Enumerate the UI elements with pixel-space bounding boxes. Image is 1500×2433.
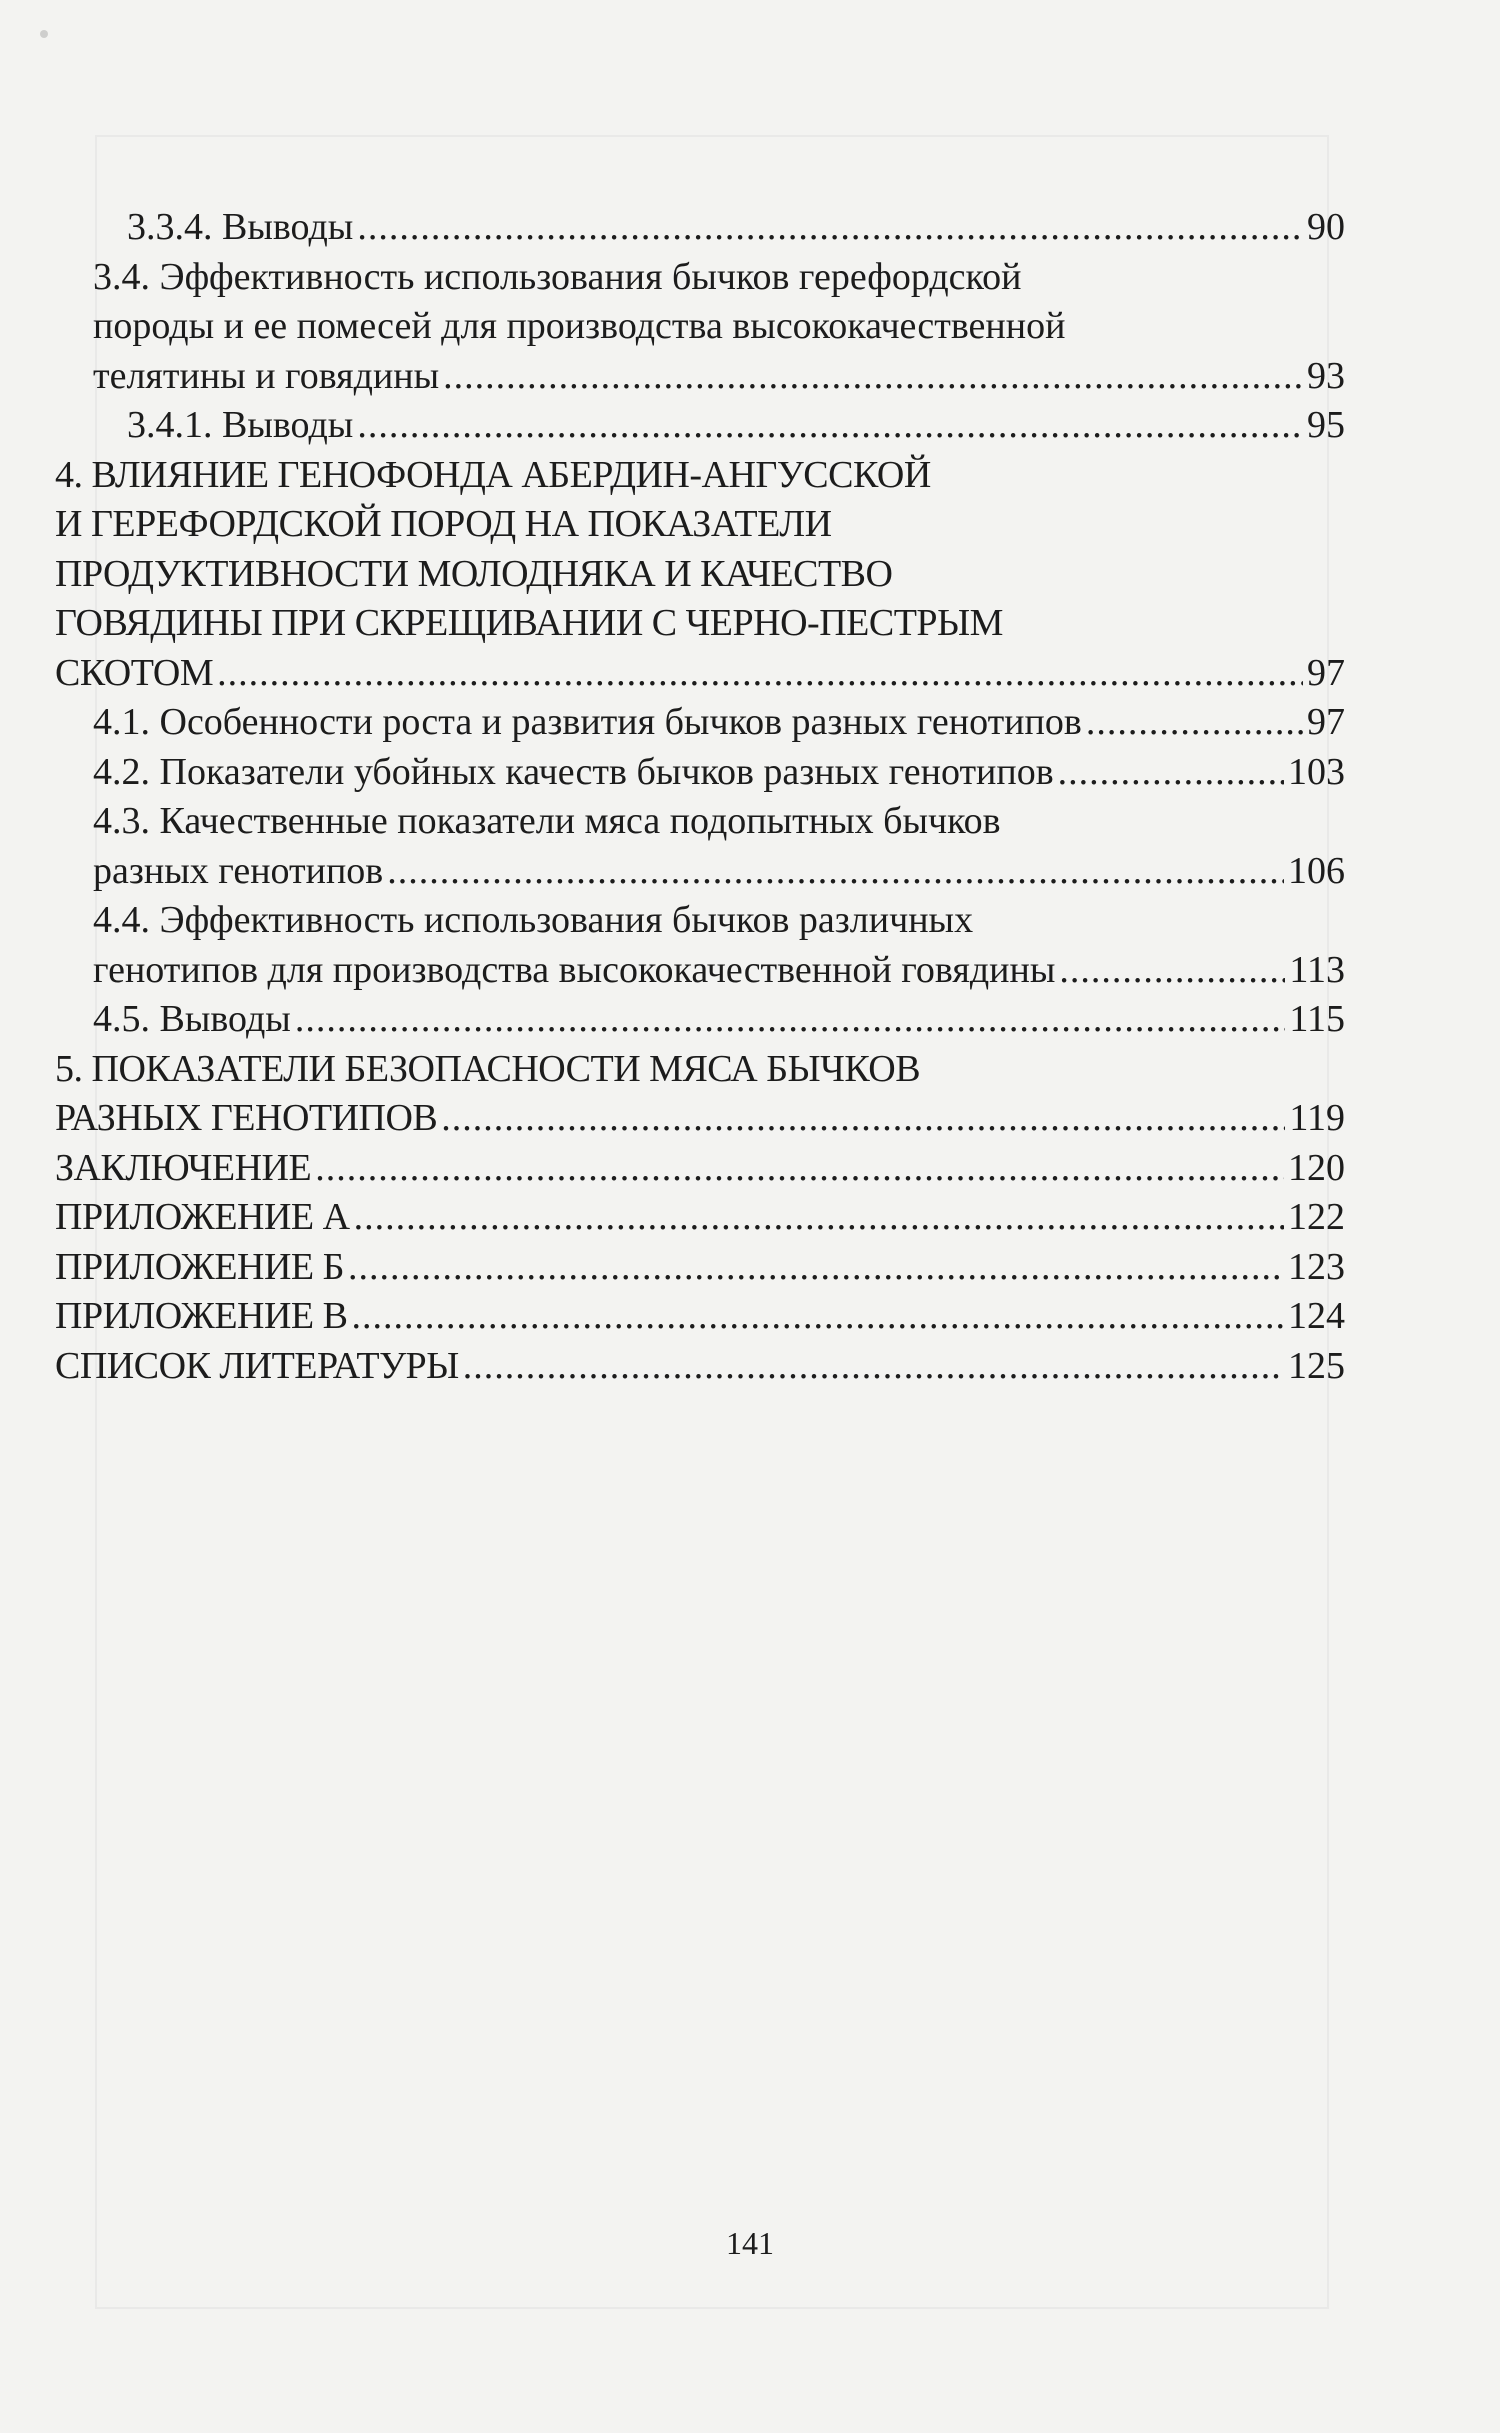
toc-page-number: 113 <box>1289 948 1345 991</box>
toc-dot-leader <box>354 1193 1284 1243</box>
toc-entry <box>55 401 1345 451</box>
toc-dot-leader <box>348 1243 1284 1293</box>
toc-page-number: 120 <box>1288 1146 1345 1189</box>
toc-entry <box>55 946 1345 996</box>
toc-entry-continuation <box>55 253 1345 303</box>
toc-entry-title: генотипов для производства высококачественной говядины <box>93 948 1056 991</box>
toc-entry <box>55 1193 1345 1243</box>
toc-entry-continuation <box>55 302 1345 352</box>
toc-entry-title: ПРИЛОЖЕНИЕ А <box>55 1196 350 1238</box>
toc-entry-title: 4.2. Показатели убойных качеств бычков разных генотипов <box>93 750 1054 793</box>
toc-entry-title: ПРИЛОЖЕНИЕ Б <box>55 1245 344 1288</box>
toc-entry-title: И ГЕРЕФОРДСКОЙ ПОРОД НА ПОКАЗАТЕЛИ <box>55 503 832 545</box>
toc-entry-continuation <box>55 550 1345 600</box>
toc-page-number: 125 <box>1288 1344 1345 1387</box>
toc-entry-title: 4.1. Особенности роста и развития бычков разных генотипов <box>93 701 1082 743</box>
toc-entry <box>55 1243 1345 1293</box>
toc-page-number: 93 <box>1307 354 1345 397</box>
toc-dot-leader <box>443 352 1303 402</box>
toc-entry-title: 3.4. Эффективность использования бычков герефордской <box>93 255 1022 298</box>
toc-page-number: 119 <box>1289 1097 1345 1139</box>
toc-entry <box>55 995 1345 1045</box>
toc-entry <box>55 1342 1345 1392</box>
toc-entry-title: 5. ПОКАЗАТЕЛИ БЕЗОПАСНОСТИ МЯСА БЫЧКОВ <box>55 1047 921 1090</box>
toc-dot-leader <box>357 401 1303 451</box>
toc-entry-title: 4.5. Выводы <box>93 998 291 1040</box>
toc-entry-title: СКОТОМ <box>55 651 214 694</box>
toc-dot-leader <box>295 995 1286 1045</box>
toc-dot-leader <box>315 1144 1284 1194</box>
toc-entry-title: ГОВЯДИНЫ ПРИ СКРЕЩИВАНИИ С ЧЕРНО-ПЕСТРЫМ <box>55 602 1003 644</box>
toc-entry-continuation <box>55 451 1345 501</box>
toc-dot-leader <box>387 847 1284 897</box>
toc-page-number: 124 <box>1288 1295 1345 1337</box>
toc-dot-leader <box>463 1342 1284 1392</box>
toc-dot-leader <box>1059 946 1285 996</box>
toc-entry-title: 4.4. Эффективность использования бычков различных <box>93 899 974 941</box>
toc-page-number: 97 <box>1307 651 1345 694</box>
toc-entry-title: 3.4.1. Выводы <box>127 404 354 446</box>
toc-entry <box>55 1292 1345 1342</box>
toc-entry <box>55 352 1345 402</box>
toc-page-number: 95 <box>1307 404 1345 446</box>
toc-dot-leader <box>217 649 1303 699</box>
toc-entry <box>55 203 1345 253</box>
scan-speck <box>40 30 48 38</box>
toc-entry-title: 3.3.4. Выводы <box>127 206 354 248</box>
toc-entry-title: РАЗНЫХ ГЕНОТИПОВ <box>55 1097 438 1139</box>
toc-entry-title: ПРОДУКТИВНОСТИ МОЛОДНЯКА И КАЧЕСТВО <box>55 552 893 595</box>
toc-entry <box>55 1094 1345 1144</box>
toc-entry-continuation <box>55 500 1345 550</box>
toc-page-number: 122 <box>1288 1196 1345 1238</box>
toc-entry-title: ЗАКЛЮЧЕНИЕ <box>55 1146 312 1189</box>
toc-page-number: 115 <box>1289 998 1345 1040</box>
toc-dot-leader <box>1086 698 1303 748</box>
toc-entry <box>55 698 1345 748</box>
toc-entry <box>55 748 1345 798</box>
toc-entry-title: разных генотипов <box>93 849 384 892</box>
toc-entry <box>55 649 1345 699</box>
toc-entry <box>55 1144 1345 1194</box>
toc-entry-continuation <box>55 1045 1345 1095</box>
toc-entry-title: СПИСОК ЛИТЕРАТУРЫ <box>55 1344 459 1387</box>
toc-dot-leader <box>357 203 1303 253</box>
toc-page-number: 103 <box>1288 750 1345 793</box>
toc-page-number: 97 <box>1307 701 1345 743</box>
toc-entry-title: 4.3. Качественные показатели мяса подопытных бычков <box>93 800 1001 842</box>
toc-page-number: 123 <box>1288 1245 1345 1288</box>
toc-entry-continuation <box>55 599 1345 649</box>
table-of-contents <box>55 203 1345 1391</box>
toc-entry-title: ПРИЛОЖЕНИЕ В <box>55 1295 348 1337</box>
toc-dot-leader <box>1058 748 1284 798</box>
toc-dot-leader <box>352 1292 1285 1342</box>
toc-entry-continuation <box>55 896 1345 946</box>
toc-entry-continuation <box>55 797 1345 847</box>
toc-entry-title: породы и ее помесей для производства высококачественной <box>93 305 1066 347</box>
toc-entry-title: телятины и говядины <box>93 354 440 397</box>
toc-entry-title: 4. ВЛИЯНИЕ ГЕНОФОНДА АБЕРДИН-АНГУССКОЙ <box>55 453 931 496</box>
toc-page-number: 90 <box>1307 206 1345 248</box>
toc-page-number: 106 <box>1288 849 1345 892</box>
toc-entry <box>55 847 1345 897</box>
toc-dot-leader <box>441 1094 1285 1144</box>
page-number: 141 <box>726 2225 774 2261</box>
